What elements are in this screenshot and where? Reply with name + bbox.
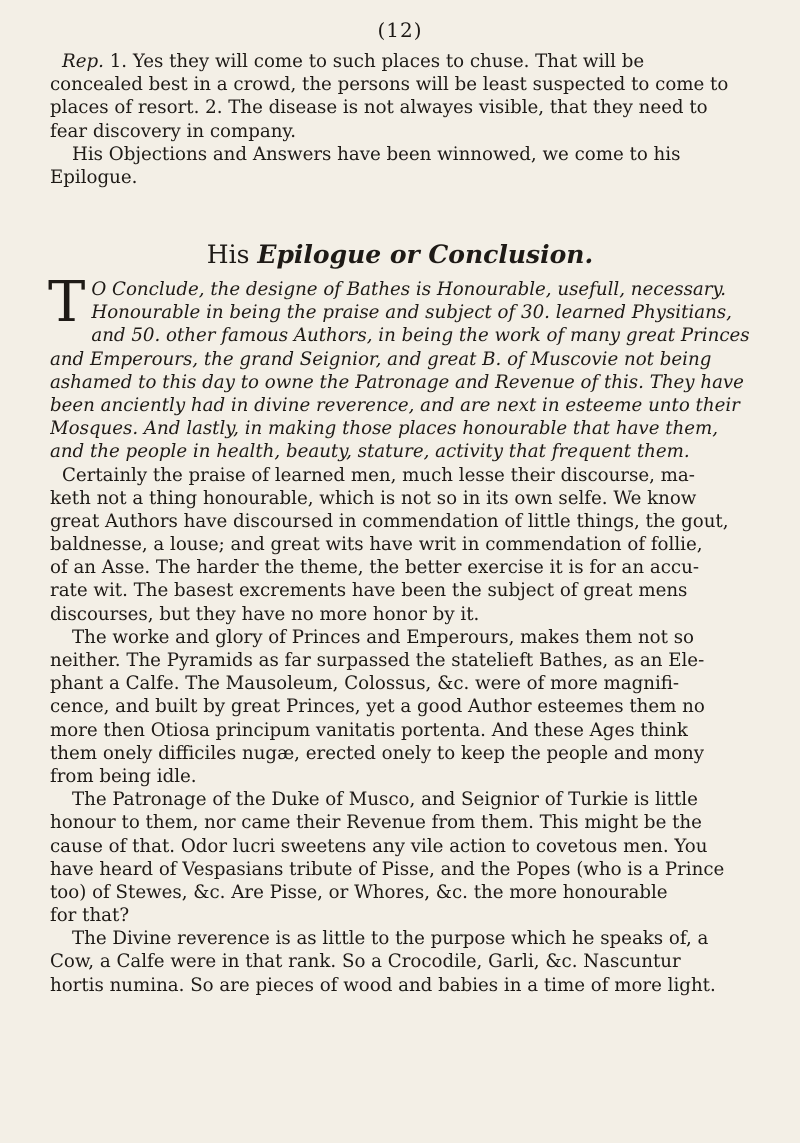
text-line: concealed best in a crowd, the persons will be least suspected to come to	[50, 74, 729, 96]
text-line: baldnesse, a louse; and great wits have writ in commendation of follie,	[50, 534, 703, 556]
text-line: of an Asse. The harder the theme, the better exercise it is for an accu-	[50, 557, 699, 579]
text-line: them onely difficiles nugæ, erected onely to keep the people and mony	[50, 742, 705, 764]
text-line: O Conclude, the designe of Bathes is Honourable, usefull, necessary.	[91, 279, 727, 300]
text-line: rate wit. The basest excrements have been the subject of great mens	[50, 580, 688, 602]
text-line: too) of Stewes, &c. Are Pisse, or Whores, &c. the more honourable	[50, 881, 668, 903]
text-line: Epilogue.	[50, 166, 138, 188]
text-line: discourses, but they have no more honor by it.	[50, 603, 480, 625]
text-line: His Objections and Answers have been winnowed, we come to his	[72, 143, 681, 165]
text-line: Rep. 1. Yes they will come to such places to chuse. That will be	[62, 51, 645, 72]
text-line: Certainly the praise of learned men, much lesse their discourse, ma-	[62, 464, 695, 486]
text-line: Honourable in being the praise and subject of 30. learned Physitians,	[91, 302, 732, 324]
text-line: have heard of Vespasians tribute of Pisse, and the Popes (who is a Prince	[50, 858, 725, 880]
reply-label: Rep.	[62, 51, 104, 72]
epilogue-body	[48, 270, 780, 997]
text-line: from being idle.	[50, 765, 197, 787]
text-line: and the people in health, beauty, stature, activity that frequent them.	[50, 441, 690, 463]
text-line: neither. The Pyramids as far surpassed the statelieft Bathes, as an Ele-	[50, 650, 705, 671]
text-line: honour to them, nor came their Revenue from them. This might be the	[50, 812, 702, 834]
epilogue-heading: His Epilogue or Conclusion.	[206, 240, 594, 269]
text-line: phant a Calfe. The Mausoleum, Colossus, &c. were of more magnifi-	[50, 673, 680, 695]
text-line: fear discovery in company.	[50, 120, 297, 142]
text-line: and 50. other famous Authors, in being the work of many great Princes	[91, 325, 750, 347]
text-line: keth not a thing honourable, which is not so in its own selfe. We know	[50, 487, 697, 509]
page-number: (12)	[377, 18, 423, 42]
text-line: more then Otiosa principum vanitatis portenta. And these Ages think	[50, 719, 688, 741]
text-line: hortis numina. So are pieces of wood and babies in a time of more light.	[50, 974, 716, 996]
text-line: cence, and built by great Princes, yet a good Author esteemes them no	[50, 696, 705, 718]
text-line: The Divine reverence is as little to the purpose which he speaks of, a	[72, 928, 709, 950]
text-line: Mosques. And lastly, in making those places honourable that have them,	[50, 418, 719, 440]
drop-cap: T	[48, 270, 86, 335]
text-line: The worke and glory of Princes and Emperours, makes them not so	[72, 626, 694, 648]
text-line: The Patronage of the Duke of Musco, and Seignior of Turkie is little	[72, 789, 698, 811]
text-line: places of resort. 2. The disease is not alwayes visible, that they need to	[50, 97, 708, 119]
text-line: cause of that. Odor lucri sweetens any vile action to covetous men. You	[50, 835, 708, 857]
text-line: great Authors have discoursed in commendation of little things, the gout,	[50, 510, 729, 532]
reply-paragraph	[50, 50, 780, 189]
text-line: and Emperours, the grand Seignior, and great B. of Muscovie not being	[50, 348, 712, 370]
text-line: for that?	[50, 905, 130, 927]
text-line: ashamed to this day to owne the Patronage and Revenue of this. They have	[50, 371, 744, 393]
text-line: been anciently had in divine reverence, and are next in esteeme unto their	[50, 394, 740, 416]
text-line: Cow, a Calfe were in that rank. So a Crocodile, Garli, &c. Nascuntur	[50, 951, 681, 973]
